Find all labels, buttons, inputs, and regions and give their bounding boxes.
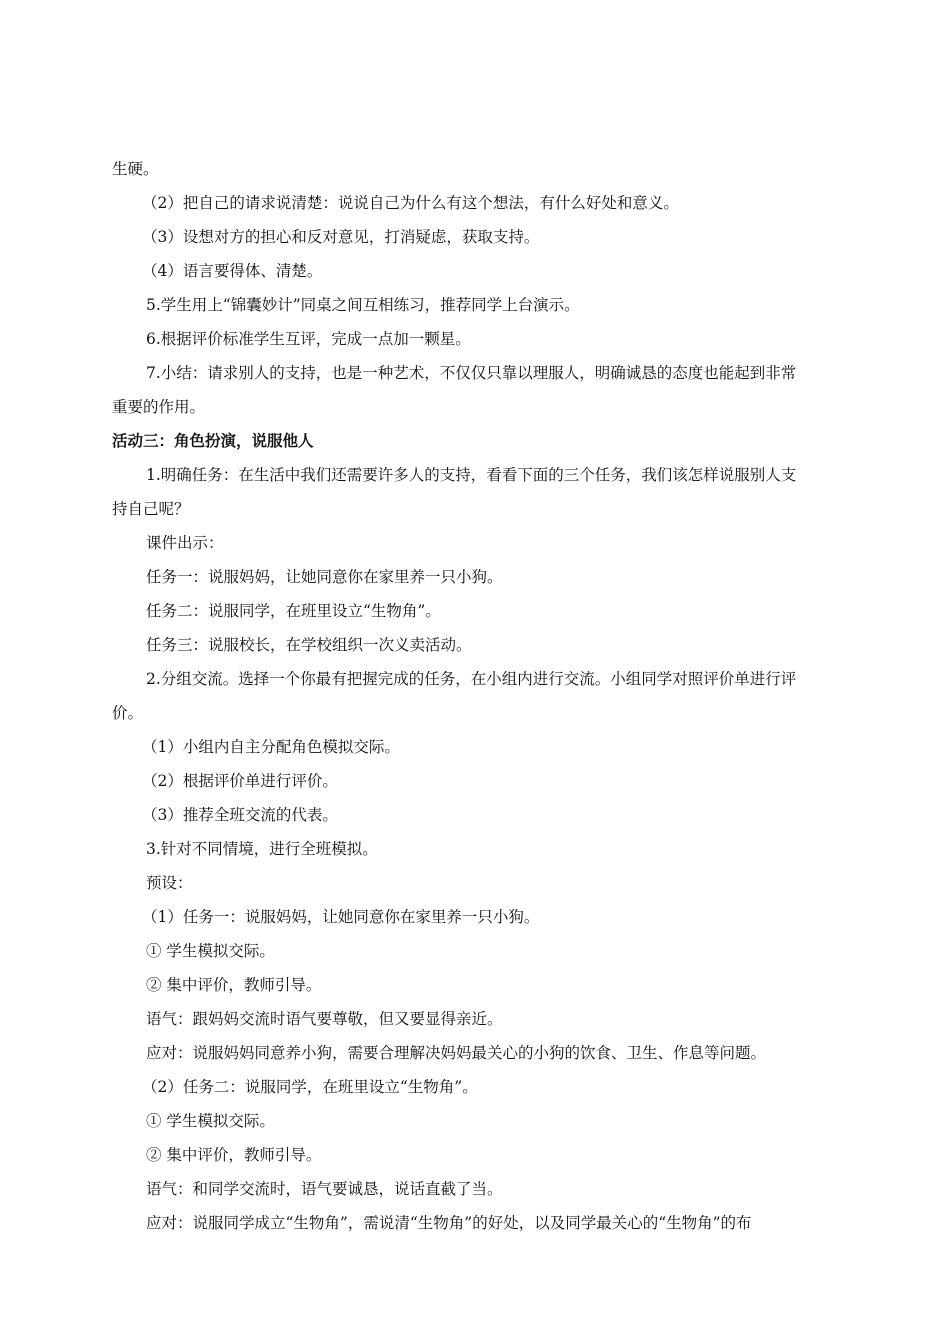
text-line: 7.小结：请求别人的支持，也是一种艺术，不仅仅只靠以理服人，明确诚恳的态度也能起到非常 — [146, 364, 797, 382]
text-line: 2.分组交流。选择一个你最有把握完成的任务，在小组内进行交流。小组同学对照评价单进行评 — [146, 670, 797, 688]
text-line: ② 集中评价，教师引导。 — [146, 976, 322, 994]
text-line: 任务一：说服妈妈，让她同意你在家里养一只小狗。 — [146, 568, 503, 586]
text-line: 课件出示： — [146, 534, 224, 552]
text-line: 任务二：说服同学，在班里设立“生物角”。 — [146, 602, 441, 620]
text-line: 语气：跟妈妈交流时语气要尊敬，但又要显得亲近。 — [146, 1010, 503, 1028]
text-line: （2）任务二：说服同学，在班里设立“生物角”。 — [142, 1078, 478, 1096]
text-line: 重要的作用。 — [112, 398, 206, 416]
text-line: （1）任务一：说服妈妈，让她同意你在家里养一只小狗。 — [142, 908, 540, 926]
text-line: ① 学生模拟交际。 — [146, 942, 275, 960]
text-line: 3.针对不同情境，进行全班模拟。 — [146, 840, 378, 858]
text-line: 持自己呢？ — [112, 500, 190, 518]
text-line: 价。 — [112, 704, 144, 722]
text-line: ① 学生模拟交际。 — [146, 1112, 275, 1130]
text-line: 任务三：说服校长，在学校组织一次义卖活动。 — [146, 636, 472, 654]
text-line: 5.学生用上“锦囊妙计”同桌之间互相练习，推荐同学上台演示。 — [146, 296, 580, 314]
text-line: 语气：和同学交流时，语气要诚恳，说话直截了当。 — [146, 1180, 503, 1198]
document-body — [112, 152, 852, 1240]
section-heading: 活动三：角色扮演，说服他人 — [112, 432, 314, 450]
text-line: 生硬。 — [112, 160, 159, 178]
text-line: （2）把自己的请求说清楚：说说自己为什么有这个想法，有什么好处和意义。 — [142, 194, 679, 212]
text-line: （2）根据评价单进行评价。 — [142, 772, 338, 790]
text-line: 预设： — [146, 874, 193, 892]
text-line: ② 集中评价，教师引导。 — [146, 1146, 322, 1164]
text-line: 6.根据评价标准学生互评，完成一点加一颗星。 — [146, 330, 471, 348]
text-line: 应对：说服妈妈同意养小狗，需要合理解决妈妈最关心的小狗的饮食、卫生、作息等问题。 — [146, 1044, 767, 1062]
text-line: （3）设想对方的担心和反对意见，打消疑虑，获取支持。 — [142, 228, 540, 246]
text-line: 1.明确任务：在生活中我们还需要许多人的支持，看看下面的三个任务，我们该怎样说服别人支 — [146, 466, 797, 484]
text-line: （4）语言要得体、清楚。 — [142, 262, 323, 280]
text-line: （3）推荐全班交流的代表。 — [142, 806, 338, 824]
text-line: （1）小组内自主分配角色模拟交际。 — [142, 738, 400, 756]
text-line: 应对：说服同学成立“生物角”，需说清“生物角”的好处，以及同学最关心的“生物角”的布 — [146, 1214, 752, 1232]
